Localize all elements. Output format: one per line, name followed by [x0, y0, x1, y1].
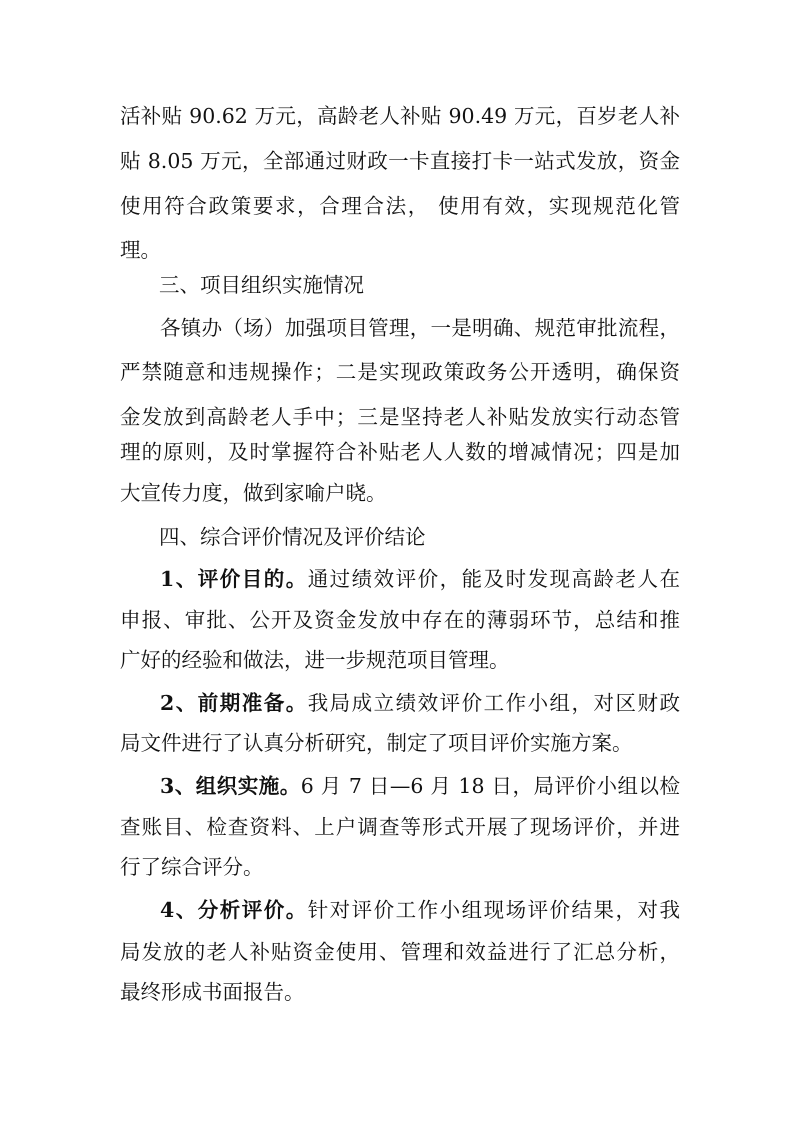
paragraph-line: 广好的经验和做法，进一步规范项目管理。: [120, 648, 510, 672]
item-text: 通过绩效评价，能及时发现高龄老人在: [307, 567, 681, 591]
paragraph-line: 严禁随意和违规操作；二是实现政策政务公开透明，确保资: [120, 360, 680, 384]
item-text: 6 月 7 日—6 月 18 日，局评价小组以检: [300, 774, 681, 798]
paragraph-line: 理的原则，及时掌握符合补贴老人人数的增减情况；四是加: [120, 440, 680, 464]
paragraph-line: 局发放的老人补贴资金使用、管理和效益进行了汇总分析，: [120, 940, 680, 964]
paragraph-line: 金发放到高龄老人手中；三是坚持老人补贴发放实行动态管: [120, 405, 680, 429]
paragraph-line: 各镇办（场）加强项目管理，一是明确、规范审批流程，: [160, 316, 680, 340]
paragraph-line: 最终形成书面报告。: [120, 980, 305, 1004]
paragraph-line: 活补贴 90.62 万元，高龄老人补贴 90.49 万元，百岁老人补: [120, 104, 680, 128]
numbered-item-3: [160, 771, 680, 801]
numbered-item-4: [160, 895, 680, 925]
item-label: 3、组织实施。: [160, 774, 301, 798]
paragraph-line: 局文件进行了认真分析研究，制定了项目评价实施方案。: [120, 731, 633, 755]
item-label: 4、分析评价。: [160, 898, 308, 922]
paragraph-line: 申报、审批、公开及资金发放中存在的薄弱环节，总结和推: [120, 608, 680, 632]
section-heading-3: 三、项目组织实施情况: [159, 273, 364, 297]
paragraph-line: 贴 8.05 万元，全部通过财政一卡直接打卡一站式发放，资金: [120, 149, 680, 173]
paragraph-line: 查账目、检查资料、上户调查等形式开展了现场评价，并进: [120, 815, 680, 839]
item-label: 2、前期准备。: [160, 691, 308, 715]
item-text: 我局成立绩效评价工作小组，对区财政: [307, 691, 681, 715]
numbered-item-2: [160, 688, 680, 718]
paragraph-line: 行了综合评分。: [120, 855, 264, 879]
paragraph-line: 理。: [120, 238, 161, 262]
item-label: 1、评价目的。: [160, 567, 308, 591]
section-heading-4: 四、综合评价情况及评价结论: [159, 525, 426, 549]
paragraph-line: 大宣传力度，做到家喻户晓。: [120, 481, 387, 505]
paragraph-line: 使用符合政策要求，合理合法， 使用有效，实现规范化管: [120, 194, 680, 218]
item-text: 针对评价工作小组现场评价结果，对我: [307, 898, 681, 922]
numbered-item-1: [160, 564, 680, 594]
